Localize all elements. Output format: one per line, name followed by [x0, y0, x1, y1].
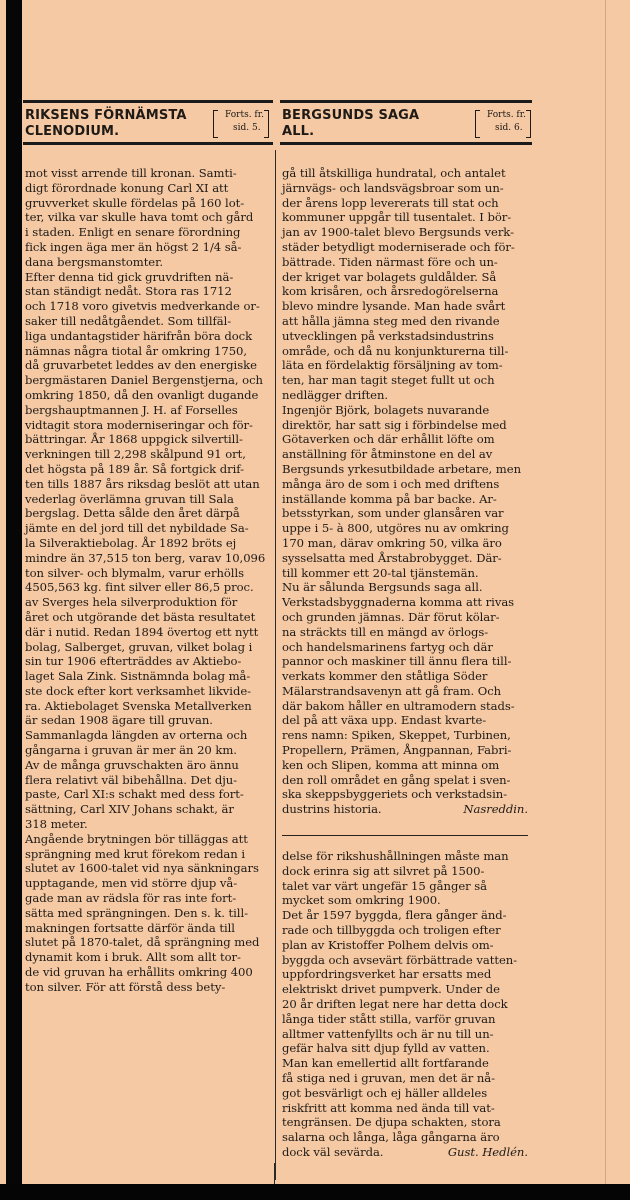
left-article-line: Angående brytningen bör tilläggas att: [25, 831, 248, 846]
left-article-title: [25, 108, 187, 140]
right-article-line: ten, har man tagit steget fullt ut och: [282, 373, 495, 388]
continued-article-line: gefär halva sitt djup fylld av vatten.: [282, 1041, 490, 1056]
right-article-line: sysselsatta med Årstabrobygget. Där-: [282, 550, 502, 565]
right-article-line: kommuner uppgår till tusentalet. I bör-: [282, 210, 512, 225]
continued-article-line: Det år 1597 byggda, flera gånger änd-: [282, 908, 507, 923]
left-continuation-box: [213, 109, 269, 137]
left-article-line: då gruvarbetet leddes av den energiske: [25, 358, 257, 373]
left-article-line: 4505,563 kg. fint silver eller 86,5 proc.: [25, 580, 254, 595]
right-article-line: och handelsmarinens fartyg och där: [282, 639, 493, 654]
right-article-signature: Nasreddin.: [463, 802, 528, 817]
left-article-line: de vid gruvan ha erhållits omkring 400: [25, 965, 253, 980]
left-title-line-1: RIKSENS FÖRNÄMSTA: [25, 108, 187, 123]
right-article-line: pannor och maskiner till ännu flera till-: [282, 654, 512, 669]
continued-article-line: byggda och avsevärt förbättrade vatten-: [282, 952, 518, 967]
right-article-line: gå till åtskilliga hundratal, och antalet: [282, 166, 506, 180]
continued-left-article-lines: [282, 849, 528, 1145]
left-continuation-text: Forts. fr.: [225, 110, 264, 120]
right-article-line: läta en fördelaktig försäljning av tom-: [282, 358, 503, 373]
left-article-line: av Sverges hela silverproduktion för: [25, 595, 238, 610]
right-article-line: Nu är sålunda Bergsunds saga all.: [282, 580, 483, 595]
right-article-line: bättrade. Tiden närmast före och un-: [282, 254, 498, 269]
lower-column-stop-rule: [274, 1163, 275, 1184]
left-article-body: [25, 166, 273, 995]
left-article-line: året och utgörande det bästa resultatet: [25, 609, 256, 624]
continued-article-line: plan av Kristoffer Polhem delvis om-: [282, 937, 494, 952]
black-scan-border-bottom: [0, 1184, 630, 1200]
left-article-line: bergshauptmannen J. H. af Forselles: [25, 402, 238, 417]
right-article-line: och grunden jämnas. Där förut kölar-: [282, 609, 500, 624]
left-article-line: är sedan 1908 ägare till gruvan.: [25, 713, 213, 728]
right-article-line: 170 man, därav omkring 50, vilka äro: [282, 535, 502, 550]
continued-article-line: riskfritt att komma ned ända till vat-: [282, 1100, 495, 1115]
continued-article-line: långa tider stått stilla, varför gruvan: [282, 1011, 496, 1026]
continued-article-signature-row: [282, 1145, 528, 1160]
left-header-top-rule: [23, 100, 273, 103]
left-article-line: gade man av rädsla för ras inte fort-: [25, 891, 237, 906]
right-article-line: städer betydligt moderniserade och för-: [282, 239, 515, 254]
left-article-line: ter, vilka var skulle hava tomt och gård: [25, 210, 254, 225]
left-article-line: sprängning med krut förekom redan i: [25, 846, 246, 861]
continued-article-line: få stiga ned i gruvan, men det är nå-: [282, 1070, 496, 1085]
left-article-line: bergslag. Detta sålde den året därpå: [25, 506, 240, 521]
left-article-line: där i nutid. Redan 1894 övertog ett nytt: [25, 624, 259, 639]
right-continuation-page: sid. 6.: [495, 123, 523, 133]
right-article-line: Verkstadsbyggnaderna komma att rivas: [282, 595, 515, 610]
right-article-lines: [282, 166, 528, 802]
clipping-cut-line: [605, 0, 606, 1184]
left-article-line: bättringar. År 1868 uppgick silvertill-: [25, 432, 243, 447]
right-continuation-box: [475, 109, 531, 137]
left-article-line: gruvverket skulle fördelas på 160 lot-: [25, 195, 245, 210]
left-article-line: mindre än 37,515 ton berg, varav 10,096: [25, 550, 266, 565]
continued-article-line: mycket som omkring 1900.: [282, 893, 441, 908]
continued-article-line: Man kan emellertid allt fortfarande: [282, 1056, 489, 1071]
right-article-line: rens namn: Spiken, Skeppet, Turbinen,: [282, 728, 511, 743]
left-article-line: la Silveraktiebolag. År 1892 bröts ej: [25, 535, 237, 550]
left-article-line: Sammanlagda längden av orterna och: [25, 728, 248, 743]
left-article-line: flera relativt väl bibehållna. Det dju-: [25, 772, 238, 787]
right-article-line: verkats kommer den ståtliga Söder: [282, 669, 488, 684]
left-article-line: ton silver- och blymalm, varur erhölls: [25, 565, 245, 580]
left-article-line: saker till nedåtgåendet. Som tillfäl-: [25, 313, 232, 328]
continued-article-last-line: dock väl sevärda.: [282, 1144, 384, 1159]
right-article-last-line: dustrins historia.: [282, 802, 382, 817]
left-title-line-2: CLENODIUM.: [25, 124, 120, 139]
right-article-line: ska skeppsbyggeriets och verkstadsin-: [282, 787, 508, 802]
continued-article-line: alltmer vattenfyllts och är nu till un-: [282, 1026, 494, 1041]
right-article-body: [282, 166, 528, 817]
continued-article-line: talet var värt ungefär 15 gånger så: [282, 878, 488, 893]
continued-article-line: delse för rikshushållningen måste man: [282, 849, 509, 863]
left-article-line: stan ständigt nedåt. Stora ras 1712: [25, 284, 232, 299]
right-article-title: [282, 108, 419, 140]
right-article-line: uppe i 5- à 800, utgöres nu av omkring: [282, 521, 509, 536]
right-article-line: jan av 1900-talet blevo Bergsunds verk-: [282, 225, 514, 240]
right-article-line: många äro de som i och med driftens: [282, 476, 500, 491]
continued-article-line: rade och tillbyggda och troligen efter: [282, 922, 501, 937]
column-separator: [275, 150, 276, 1180]
right-article-header: [280, 104, 532, 145]
right-article-line: anställning för åtminstone en del av: [282, 447, 493, 462]
right-article-line: der kriget var bolagets guldålder. Så: [282, 269, 497, 284]
left-article-line: dynamit kom i bruk. Allt som allt tor-: [25, 950, 241, 965]
right-article-line: kom krisåren, och årsredogörelserna: [282, 284, 499, 299]
left-article-line: och 1718 voro givetvis medverkande or-: [25, 299, 260, 314]
left-article-line: sin tur 1906 efterträddes av Aktiebo-: [25, 654, 242, 669]
left-article-line: jämte en del jord till det nybildade Sa-: [25, 521, 249, 536]
left-article-line: slutet på 1870-talet, då sprängning med: [25, 935, 260, 950]
right-article-line: järnvägs- och landsvägsbroar som un-: [282, 180, 504, 195]
right-header-top-rule: [280, 100, 532, 103]
right-article-line: direktör, har satt sig i förbindelse med: [282, 417, 507, 432]
left-article-line: vidtagit stora moderniseringar och för-: [25, 417, 253, 432]
left-article-line: upptagande, men vid större djup vå-: [25, 876, 238, 891]
left-article-line: fick ingen äga mer än högst 2 1/4 så-: [25, 239, 242, 254]
left-article-header: [23, 104, 273, 145]
right-article-line: utvecklingen på verkstadsindustrins: [282, 328, 494, 343]
right-article-line: där bakom håller en ultramodern stads-: [282, 698, 515, 713]
right-article-signature-row: [282, 802, 528, 817]
right-lower-section-rule: [282, 835, 528, 836]
right-article-line: nedlägger driften.: [282, 387, 389, 402]
left-article-line: Av de många gruvschakten äro ännu: [25, 757, 239, 772]
right-article-line: område, och då nu konjunkturerna till-: [282, 343, 509, 358]
continued-left-article-body: [282, 849, 528, 1160]
right-article-line: Bergsunds yrkesutbildade arbetare, men: [282, 461, 521, 476]
continued-article-signature: Gust. Hedlén.: [447, 1144, 528, 1159]
left-continuation-page: sid. 5.: [233, 123, 261, 133]
right-article-line: na sträckts till en mängd av örlogs-: [282, 624, 489, 639]
right-article-line: ken och Slipen, komma att minna om: [282, 757, 500, 772]
left-article-line: mot visst arrende till kronan. Samti-: [25, 166, 237, 180]
left-article-line: sättning, Carl XIV Johans schakt, är: [25, 802, 234, 817]
right-article-line: inställande komma på bar backe. Ar-: [282, 491, 497, 506]
right-article-line: der årens lopp levererats till stat och: [282, 195, 499, 210]
continued-article-line: got besvärligt och ej häller alldeles: [282, 1085, 488, 1100]
left-article-line: laget Sala Zink. Sistnämnda bolag må-: [25, 669, 251, 684]
left-article-line: 318 meter.: [25, 817, 88, 832]
left-article-line: digt förordnade konung Carl XI att: [25, 180, 229, 195]
left-article-line: verkningen till 2,298 skålpund 91 ort,: [25, 447, 246, 462]
left-article-line: ra. Aktiebolaget Svenska Metallverken: [25, 698, 252, 713]
left-article-line: paste, Carl XI:s schakt med dess fort-: [25, 787, 244, 802]
right-article-line: blevo mindre lysande. Man hade svårt: [282, 299, 506, 314]
left-article-line: det högsta på 189 år. Så fortgick drif-: [25, 461, 244, 476]
left-article-line: bergmästaren Daniel Bergenstjerna, och: [25, 373, 263, 388]
continued-article-line: salarna och långa, låga gångarna äro: [282, 1130, 500, 1145]
left-article-line: ton silver. För att förstå dess bety-: [25, 979, 226, 994]
left-article-line: liga undantagstider härifrån böra dock: [25, 328, 253, 343]
right-article-line: Ingenjör Björk, bolagets nuvarande: [282, 402, 490, 417]
left-article-line: slutet av 1600-talet vid nya sänkningars: [25, 861, 259, 876]
left-article-line: vederlag överlämna gruvan till Sala: [25, 491, 234, 506]
right-title-line-2: ALL.: [282, 124, 315, 139]
right-continuation-text: Forts. fr.: [487, 110, 526, 120]
continued-article-line: 20 år driften legat nere har detta dock: [282, 996, 508, 1011]
right-article-line: den roll området en gång spelat i sven-: [282, 772, 511, 787]
right-article-line: del på att växa upp. Endast kvarte-: [282, 713, 487, 728]
left-article-line: sätta med sprängningen. Den s. k. till-: [25, 905, 248, 920]
left-article-line: i staden. Enligt en senare förordning: [25, 225, 241, 240]
right-article-line: att hålla jämna steg med den rivande: [282, 313, 500, 328]
continued-article-line: dock erinra sig att silvret på 1500-: [282, 863, 485, 878]
left-article-line: nämnas några tiotal år omkring 1750,: [25, 343, 247, 358]
left-article-line: bolag, Salberget, gruvan, vilket bolag i: [25, 639, 253, 654]
right-article-line: till kommer ett 20-tal tjänstemän.: [282, 565, 479, 580]
left-article-line: omkring 1850, då den ovanligt dugande: [25, 387, 259, 402]
right-article-line: Götaverken och där erhållit löfte om: [282, 432, 495, 447]
left-article-line: ste dock efter kort verksamhet likvide-: [25, 683, 252, 698]
black-scan-border-left: [6, 0, 22, 1200]
right-article-line: Mälarstrandsavenyn att gå fram. Och: [282, 683, 502, 698]
left-article-line: ten tills 1887 års riksdag beslöt att utan: [25, 476, 260, 491]
left-article-line: gångarna i gruvan är mer än 20 km.: [25, 743, 237, 758]
continued-article-line: uppfordringsverket har ersatts med: [282, 967, 492, 982]
right-article-line: betsstyrkan, som under glansåren var: [282, 506, 504, 521]
left-article-line: makningen fortsatte därför ända till: [25, 920, 235, 935]
continued-article-line: tengränsen. De djupa schakten, stora: [282, 1115, 501, 1130]
right-article-line: Propellern, Prämen, Ångpannan, Fabri-: [282, 743, 512, 758]
left-article-line: Efter denna tid gick gruvdriften nä-: [25, 269, 234, 284]
continued-article-line: elektriskt drivet pumpverk. Under de: [282, 982, 500, 997]
left-article-line: dana bergsmanstomter.: [25, 254, 163, 269]
right-title-line-1: BERGSUNDS SAGA: [282, 108, 420, 123]
